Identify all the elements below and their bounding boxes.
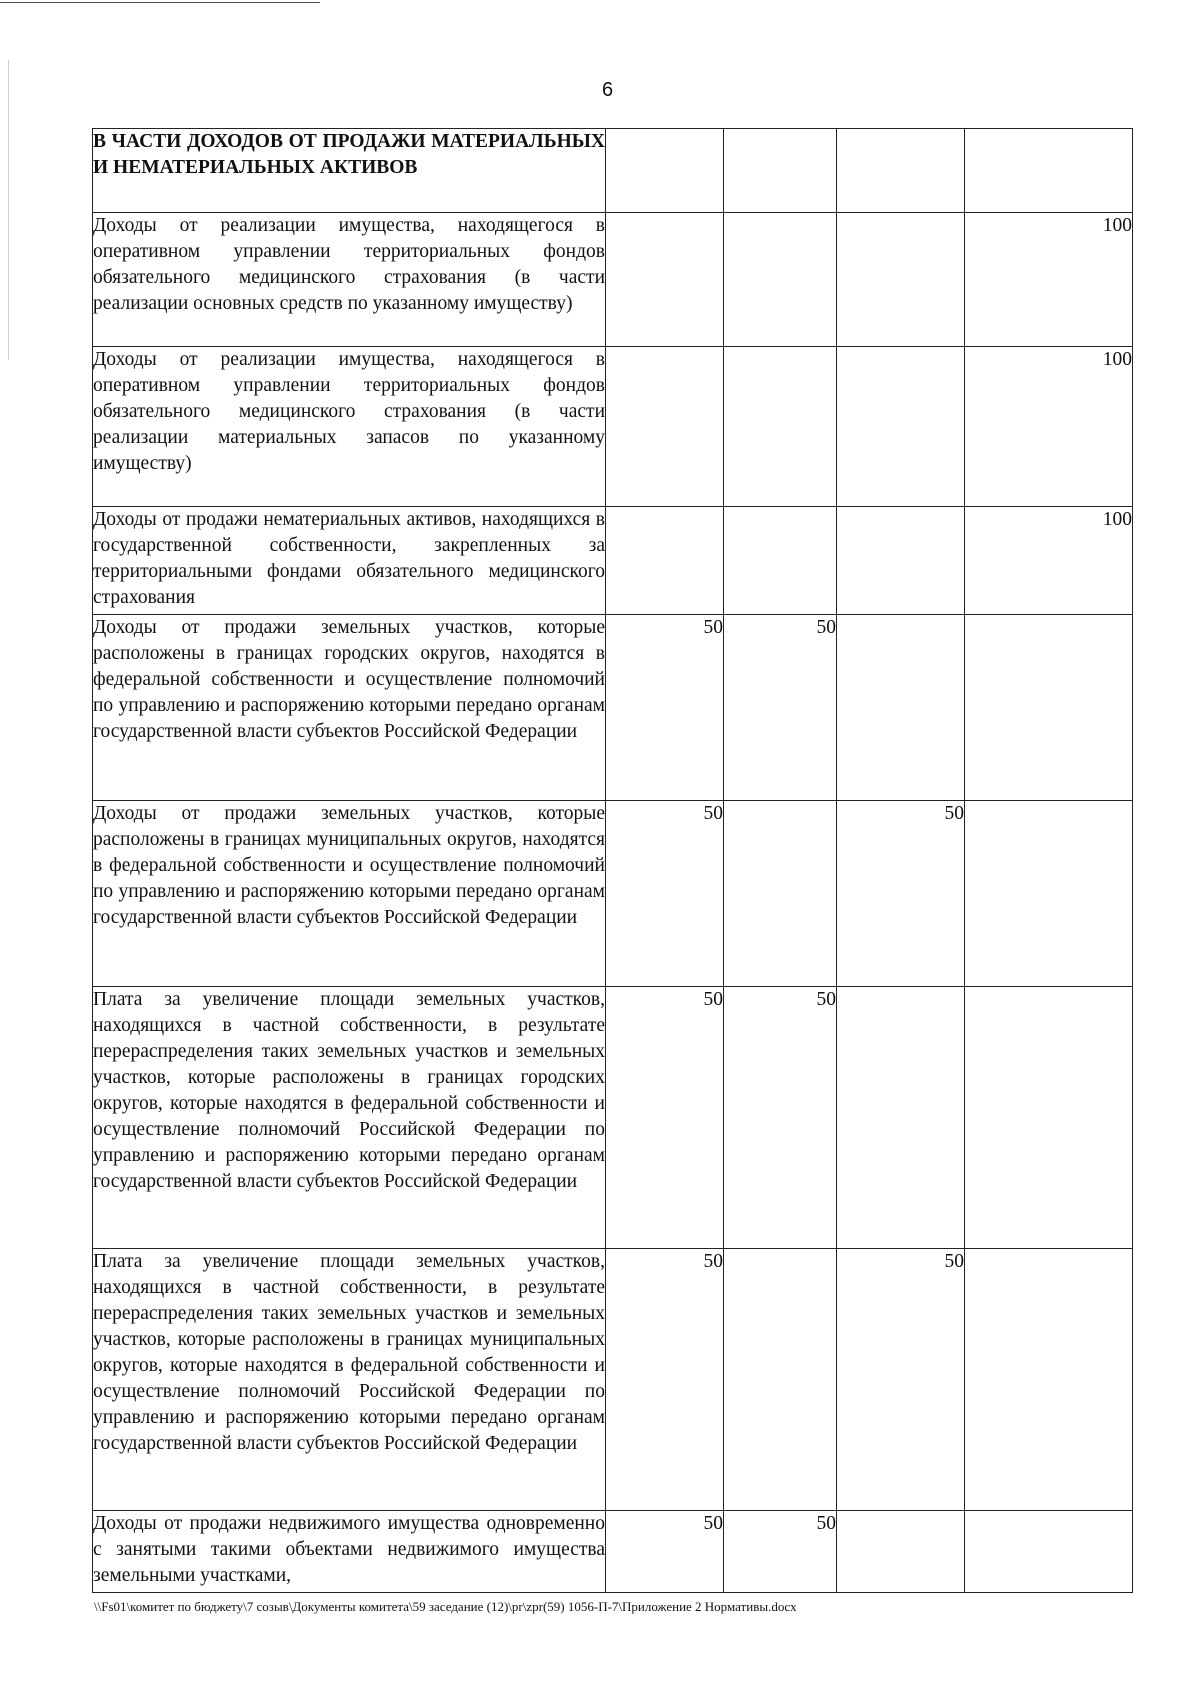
row-description: Доходы от реализации имущества, находящегося в оперативном управлении территориальных фондов обязательного медицинского страхования (в части реализации материальных запасов по указанному имуществу) bbox=[93, 347, 606, 507]
table-row bbox=[93, 801, 1133, 987]
page-number: 6 bbox=[601, 79, 614, 101]
value-cell-col2 bbox=[724, 129, 837, 213]
table-row bbox=[93, 1249, 1133, 1511]
scan-left-edge-line bbox=[8, 60, 9, 360]
value-cell-col2 bbox=[724, 507, 837, 615]
value-cell-col2 bbox=[724, 801, 837, 987]
value-cell-col2: 50 bbox=[724, 1511, 837, 1593]
row-description: Плата за увеличение площади земельных участков, находящихся в частной собственности, в результате перераспределения таких земельных участков и земельных участков, которые расположены в границах городских округов, которые находятся в федеральной собственности и осуществление полномочий Российской Федерации по управлению и распоряжению которыми передано органам государственной власти субъектов Российской Федерации bbox=[93, 987, 606, 1249]
value-cell-col1 bbox=[606, 347, 724, 507]
value-cell-col1: 50 bbox=[606, 987, 724, 1249]
value-cell-col4: 100 bbox=[965, 347, 1133, 507]
table-row bbox=[93, 987, 1133, 1249]
value-cell-col3 bbox=[837, 129, 965, 213]
row-description: Доходы от продажи земельных участков, которые расположены в границах муниципальных округов, находятся в федеральной собственности и осуществление полномочий по управлению и распоряжению которыми передано органам государственной власти субъектов Российской Федерации bbox=[93, 801, 606, 987]
value-cell-col3 bbox=[837, 615, 965, 801]
row-description: Плата за увеличение площади земельных участков, находящихся в частной собственности, в результате перераспределения таких земельных участков и земельных участков, которые расположены в границах муниципальных округов, которые находятся в федеральной собственности и осуществление полномочий Российской Федерации по управлению и распоряжению которыми передано органам государственной власти субъектов Российской Федерации bbox=[93, 1249, 606, 1511]
value-cell-col2 bbox=[724, 347, 837, 507]
row-description: Доходы от продажи нематериальных активов, находящихся в государственной собственности, закрепленных за территориальными фондами обязательного медицинского страхования bbox=[93, 507, 606, 615]
value-cell-col2 bbox=[724, 213, 837, 347]
value-cell-col4 bbox=[965, 129, 1133, 213]
table-row-section-heading bbox=[93, 129, 1133, 213]
value-cell-col4 bbox=[965, 1511, 1133, 1593]
section-heading: В ЧАСТИ ДОХОДОВ ОТ ПРОДАЖИ МАТЕРИАЛЬНЫХ И НЕМАТЕРИАЛЬНЫХ АКТИВОВ bbox=[93, 129, 606, 213]
value-cell-col3: 50 bbox=[837, 801, 965, 987]
row-description: Доходы от продажи земельных участков, которые расположены в границах городских округов, находятся в федеральной собственности и осуществление полномочий по управлению и распоряжению которыми передано органам государственной власти субъектов Российской Федерации bbox=[93, 615, 606, 801]
value-cell-col3 bbox=[837, 347, 965, 507]
table-row bbox=[93, 1511, 1133, 1593]
value-cell-col4 bbox=[965, 801, 1133, 987]
value-cell-col1 bbox=[606, 507, 724, 615]
value-cell-col4: 100 bbox=[965, 507, 1133, 615]
row-description: Доходы от продажи недвижимого имущества одновременно с занятыми такими объектами недвижимого имущества земельными участками, bbox=[93, 1511, 606, 1593]
value-cell-col2: 50 bbox=[724, 987, 837, 1249]
value-cell-col1: 50 bbox=[606, 1511, 724, 1593]
document-file-path-footer: \\Fs01\комитет по бюджету\7 созыв\Документы комитета\59 заседание (12)\pr\zpr(59) 1056-П-7\Приложение 2 Нормативы.docx bbox=[94, 1599, 797, 1614]
value-cell-col4 bbox=[965, 615, 1133, 801]
value-cell-col2: 50 bbox=[724, 615, 837, 801]
table-row bbox=[93, 507, 1133, 615]
value-cell-col1 bbox=[606, 129, 724, 213]
revenue-norms-table bbox=[92, 128, 1133, 1593]
value-cell-col4: 100 bbox=[965, 213, 1133, 347]
value-cell-col1 bbox=[606, 213, 724, 347]
value-cell-col4 bbox=[965, 1249, 1133, 1511]
value-cell-col1: 50 bbox=[606, 615, 724, 801]
table-row bbox=[93, 615, 1133, 801]
value-cell-col3 bbox=[837, 987, 965, 1249]
table-row bbox=[93, 347, 1133, 507]
value-cell-col1: 50 bbox=[606, 801, 724, 987]
value-cell-col1: 50 bbox=[606, 1249, 724, 1511]
value-cell-col4 bbox=[965, 987, 1133, 1249]
value-cell-col3 bbox=[837, 213, 965, 347]
value-cell-col2 bbox=[724, 1249, 837, 1511]
row-description: Доходы от реализации имущества, находящегося в оперативном управлении территориальных фондов обязательного медицинского страхования (в части реализации основных средств по указанному имуществу) bbox=[93, 213, 606, 347]
value-cell-col3: 50 bbox=[837, 1249, 965, 1511]
scan-top-edge-line bbox=[0, 2, 320, 3]
table-row bbox=[93, 213, 1133, 347]
value-cell-col3 bbox=[837, 1511, 965, 1593]
value-cell-col3 bbox=[837, 507, 965, 615]
